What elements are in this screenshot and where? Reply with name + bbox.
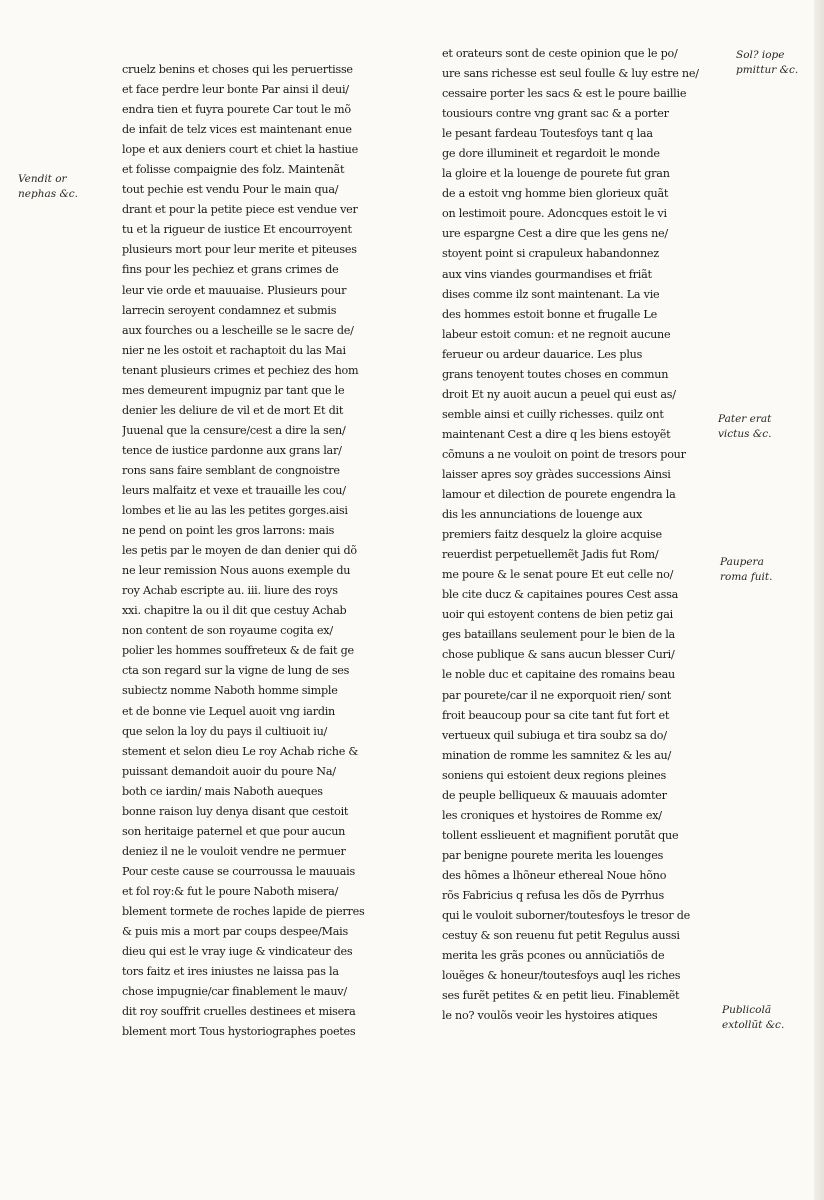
margin-note-line: Vendit or xyxy=(18,173,67,185)
text-line: larrecin seroyent condamnez et submis xyxy=(122,303,337,317)
text-line: fins pour les pechiez et grans crimes de xyxy=(122,263,339,277)
text-line: et face perdre leur bonte Par ainsi il deui/ xyxy=(122,83,349,97)
text-line: ges bataillans seulement pour le bien de la xyxy=(442,628,675,642)
margin-note-line: nephas &c. xyxy=(18,188,79,200)
text-line: et orateurs sont de ceste opinion que le po/ xyxy=(442,47,678,60)
margin-note-line: Pater erat xyxy=(718,413,772,425)
text-line: reuerdist perpetuellemẽt Jadis fut Rom/ xyxy=(442,548,659,562)
text-line: labeur estoit comun: et ne regnoit aucune xyxy=(442,327,671,341)
text-line: both ce iardin/ mais Naboth aueques xyxy=(122,784,323,798)
text-line: qui le vouloit suborner/toutesfoys le tresor de xyxy=(442,909,691,923)
text-line: dis les annunciations de louenge aux xyxy=(442,508,643,522)
right-margin-note-top xyxy=(736,48,798,78)
text-line: chose publique & sans aucun blesser Curi/ xyxy=(442,648,675,662)
text-line: cõmuns a ne vouloit on point de tresors pour xyxy=(442,447,686,461)
text-line: de infait de telz vices est maintenant enue xyxy=(122,123,352,137)
text-line: dises comme ilz sont maintenant. La vie xyxy=(442,287,660,301)
text-line: dit roy souffrit cruelles destinees et misera xyxy=(122,1005,356,1019)
margin-note-line: roma fuit. xyxy=(720,571,773,583)
text-line: ne leur remission Nous auons exemple du xyxy=(122,564,351,578)
text-line: ge dore illumineit et regardoit le monde xyxy=(442,147,660,161)
text-line: roy Achab escripte au. iii. liure des roys xyxy=(122,584,338,598)
text-line: drant et pour la petite piece est vendue ver xyxy=(122,203,358,217)
text-line: chose impugnie/car finablement le mauv/ xyxy=(122,985,347,999)
text-line: ferueur ou ardeur dauarice. Les plus xyxy=(442,347,643,361)
text-line: droit Et ny auoit aucun a peuel qui eust as/ xyxy=(442,387,676,401)
text-line: cta son regard sur la vigne de lung de ses xyxy=(122,664,350,678)
text-line: tors faitz et ires iniustes ne laissa pas la xyxy=(122,965,339,979)
text-line: vertueux quil subiuga et tira soubz sa do/ xyxy=(442,728,667,742)
text-line: tu et la rigueur de iustice Et encourroyent xyxy=(122,223,352,237)
text-line: premiers faitz desquelz la gloire acquise xyxy=(442,528,662,542)
text-line: les petis par le moyen de dan denier qui dõ xyxy=(122,544,357,558)
text-line: blement tormete de roches lapide de pierres xyxy=(122,904,365,918)
right-margin-note-pater xyxy=(718,412,771,442)
text-line: cestuy & son reuenu fut petit Regulus aussi xyxy=(442,929,680,943)
text-line: blement mort Tous hystoriographes poetes xyxy=(122,1025,356,1039)
text-line: ure sans richesse est seul foulle & luy estre ne/ xyxy=(442,67,699,81)
text-line: deniez il ne le vouloit vendre ne permuer xyxy=(122,844,346,858)
text-line: froit beaucoup pour sa cite tant fut fort et xyxy=(442,708,670,722)
right-text-column xyxy=(442,44,706,1026)
text-line: rons sans faire semblant de congnoistre xyxy=(122,463,340,477)
text-line: par pourete/car il ne exporquoit rien/ sont xyxy=(442,688,672,702)
text-line: semble ainsi et cuilly richesses. quilz ont xyxy=(442,407,664,421)
text-line: dieu qui est le vray iuge & vindicateur des xyxy=(122,945,353,959)
text-line: mination de romme les samnitez & les au/ xyxy=(442,748,671,762)
text-line: le noble duc et capitaine des romains beau xyxy=(442,668,675,682)
right-margin-note-roma xyxy=(720,555,772,585)
margin-note-line: extollũt &c. xyxy=(722,1019,785,1031)
text-line: subiectz nomme Naboth homme simple xyxy=(122,684,338,698)
text-line: et folisse compaignie des folz. Maintenãt xyxy=(122,163,345,177)
text-line: stoyent point si crapuleux habandonnez xyxy=(442,247,659,261)
text-line: son heritaige paternel et que pour aucun xyxy=(122,824,346,838)
text-line: endra tien et fuyra pourete Car tout le mõ xyxy=(122,103,351,117)
text-line: non content de son royaume cogita ex/ xyxy=(122,624,333,638)
text-line: nier ne les ostoit et rachaptoit du las Mai xyxy=(122,343,346,357)
text-line: puissant demandoit auoir du poure Na/ xyxy=(122,764,336,778)
text-line: soniens qui estoient deux regions pleines xyxy=(442,768,666,782)
text-line: & puis mis a mort par coups despee/Mais xyxy=(122,925,349,939)
text-line: aux fourches ou a lescheille se le sacre de/ xyxy=(122,323,354,337)
text-line: leur vie orde et mauuaise. Plusieurs pour xyxy=(122,283,347,297)
text-line: et de bonne vie Lequel auoit vng iardin xyxy=(122,704,336,718)
text-line: bonne raison luy denya disant que cestoit xyxy=(122,804,349,818)
text-line: lamour et dilection de pourete engendra la xyxy=(442,488,676,502)
text-line: plusieurs mort pour leur merite et piteuses xyxy=(122,243,357,257)
text-line: ne pend on point les gros larrons: mais xyxy=(122,524,335,538)
text-line: laisser apres soy gràdes successions Ainsi xyxy=(442,467,671,481)
text-line: aux vins viandes gourmandises et friãt xyxy=(442,267,652,281)
text-line: xxi. chapitre la ou il dit que cestuy Achab xyxy=(122,604,347,618)
text-line: tenant plusieurs crimes et pechiez des hom xyxy=(122,363,359,377)
text-line: le pesant fardeau Toutesfoys tant q laa xyxy=(442,127,653,141)
text-line: grans tenoyent toutes choses en commun xyxy=(442,367,669,381)
text-line: tout pechie est vendu Pour le main qua/ xyxy=(122,183,339,197)
text-line: de a estoit vng homme bien glorieux quãt xyxy=(442,187,669,201)
text-line: par benigne pourete merita les louenges xyxy=(442,848,664,862)
text-line: denier les deliure de vil et de mort Et dit xyxy=(122,403,344,417)
text-line: mes demeurent impugniz par tant que le xyxy=(122,383,345,397)
text-line: la gloire et la louenge de pourete fut gran xyxy=(442,167,670,181)
left-margin-note xyxy=(18,172,78,202)
text-line: les croniques et hystoires de Romme ex/ xyxy=(442,808,662,822)
text-line: merita les grãs pcones ou annũciatiõs de xyxy=(442,949,665,963)
text-line: Pour ceste cause se courroussa le mauuais xyxy=(122,864,355,878)
text-line: polier les hommes souffreteux & de fait ge xyxy=(122,644,354,658)
text-line: me poure & le senat poure Et eut celle no/ xyxy=(442,568,674,582)
right-margin-note-publicola xyxy=(722,1003,784,1033)
text-line: tollent esslieuent et magnifient porutãt que xyxy=(442,828,679,842)
text-line: rõs Fabricius q refusa les dõs de Pyrrhus xyxy=(442,888,664,902)
text-line: stement et selon dieu Le roy Achab riche & xyxy=(122,744,359,758)
text-line: ses furẽt petites & en petit lieu. Finablemẽt xyxy=(442,989,680,1003)
text-line: uoir qui estoyent contens de bien petiz gai xyxy=(442,608,673,622)
text-line: le no? voulõs veoir les hystoires atiques xyxy=(442,1009,658,1023)
margin-note-line: pmittur &c. xyxy=(736,64,799,76)
text-line: maintenant Cest a dire q les biens estoyẽt xyxy=(442,427,671,441)
text-line: Juuenal que la censure/cest a dire la sen/ xyxy=(122,423,346,437)
text-line: cruelz benins et choses qui les peruertisse xyxy=(122,63,353,76)
page-edge xyxy=(814,0,824,1200)
text-line: tence de iustice pardonne aux grans lar/ xyxy=(122,443,342,457)
text-line: lombes et lie au las les petites gorges.aisi xyxy=(122,504,348,518)
text-line: des hõmes a lhõneur ethereal Noue hõno xyxy=(442,868,667,882)
margin-note-line: Paupera xyxy=(720,556,764,568)
margin-note-line: Publicolã xyxy=(722,1004,772,1016)
margin-note-line: Sol? iope xyxy=(736,49,785,61)
text-line: tousiours contre vng grant sac & a porter xyxy=(442,107,669,121)
text-line: de peuple belliqueux & mauuais adomter xyxy=(442,788,667,802)
text-line: on lestimoit poure. Adoncques estoit le vi xyxy=(442,207,667,221)
left-text-column xyxy=(122,60,440,1042)
text-line: que selon la loy du pays il cultiuoit iu/ xyxy=(122,724,328,738)
text-line: lope et aux deniers court et chiet la hastiue xyxy=(122,143,358,157)
text-line: leurs malfaitz et vexe et trauaille les cou/ xyxy=(122,483,346,497)
margin-note-line: victus &c. xyxy=(718,428,772,440)
text-line: ble cite ducz & capitaines poures Cest assa xyxy=(442,588,678,602)
text-line: ure espargne Cest a dire que les gens ne/ xyxy=(442,227,668,241)
text-line: des hommes estoit bonne et frugalle Le xyxy=(442,307,657,321)
text-line: louẽges & honeur/toutesfoys auql les riches xyxy=(442,969,681,983)
text-line: cessaire porter les sacs & est le poure baillie xyxy=(442,87,687,101)
text-line: et fol roy:& fut le poure Naboth misera/ xyxy=(122,884,339,898)
